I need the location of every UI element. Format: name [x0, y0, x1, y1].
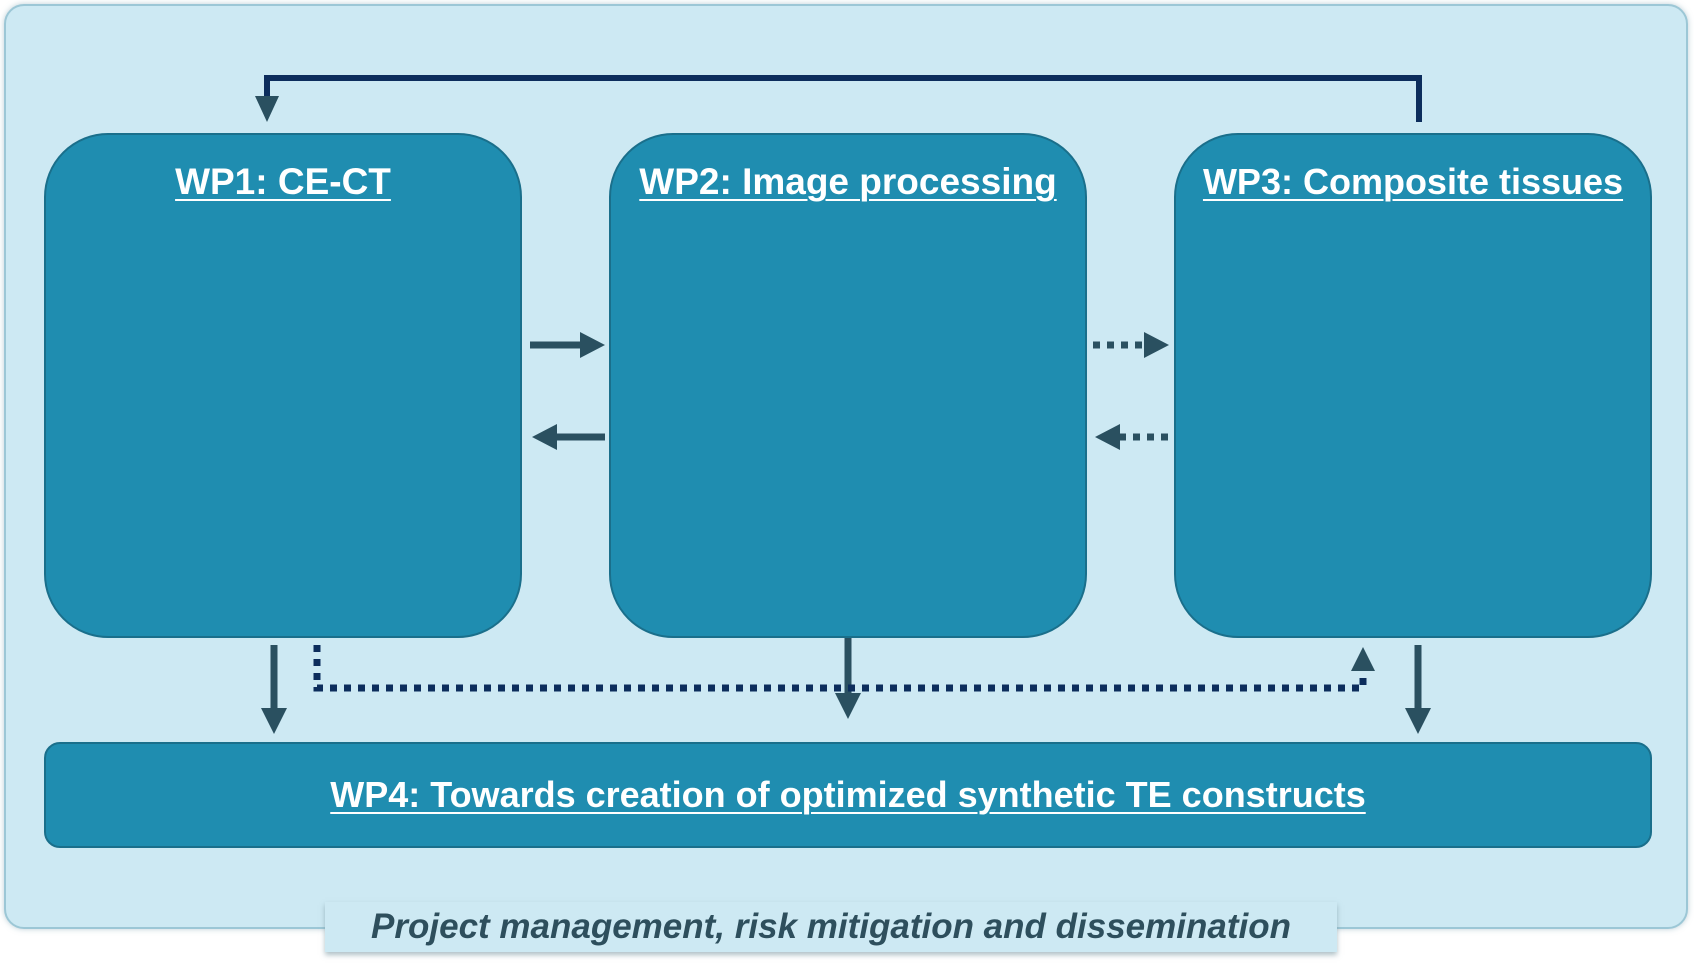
wp3-box: [1174, 133, 1652, 638]
wp2-title: WP2: Image processing: [639, 161, 1057, 202]
wp4-box: [44, 742, 1652, 848]
arrowhead-wp3-to-wp2: [1095, 424, 1120, 450]
wp2-box: [609, 133, 1087, 638]
arrowhead-bypass-wp3: [1351, 647, 1375, 671]
feedback-arrowhead-wp1: [255, 96, 279, 122]
wp4-title: WP4: Towards creation of optimized synthetic TE constructs: [330, 774, 1366, 815]
arrowhead-wp2-to-wp4: [835, 693, 861, 719]
arrowhead-wp2-to-wp1: [532, 424, 557, 450]
wp3-title: WP3: Composite tissues: [1202, 161, 1624, 202]
arrowhead-wp2-to-wp3: [1144, 332, 1169, 358]
wp1-box: [44, 133, 522, 638]
feedback-line-wp3-to-wp1: [267, 78, 1419, 122]
arrowhead-wp1-to-wp4: [261, 708, 287, 734]
project-management-label: Project management, risk mitigation and dissemination: [325, 902, 1337, 952]
arrowhead-wp1-to-wp2: [580, 332, 605, 358]
bypass-line-wp1-to-wp3-dotted: [317, 645, 1363, 688]
wp1-title: WP1: CE-CT: [175, 161, 391, 202]
arrowhead-wp3-to-wp4: [1405, 708, 1431, 734]
